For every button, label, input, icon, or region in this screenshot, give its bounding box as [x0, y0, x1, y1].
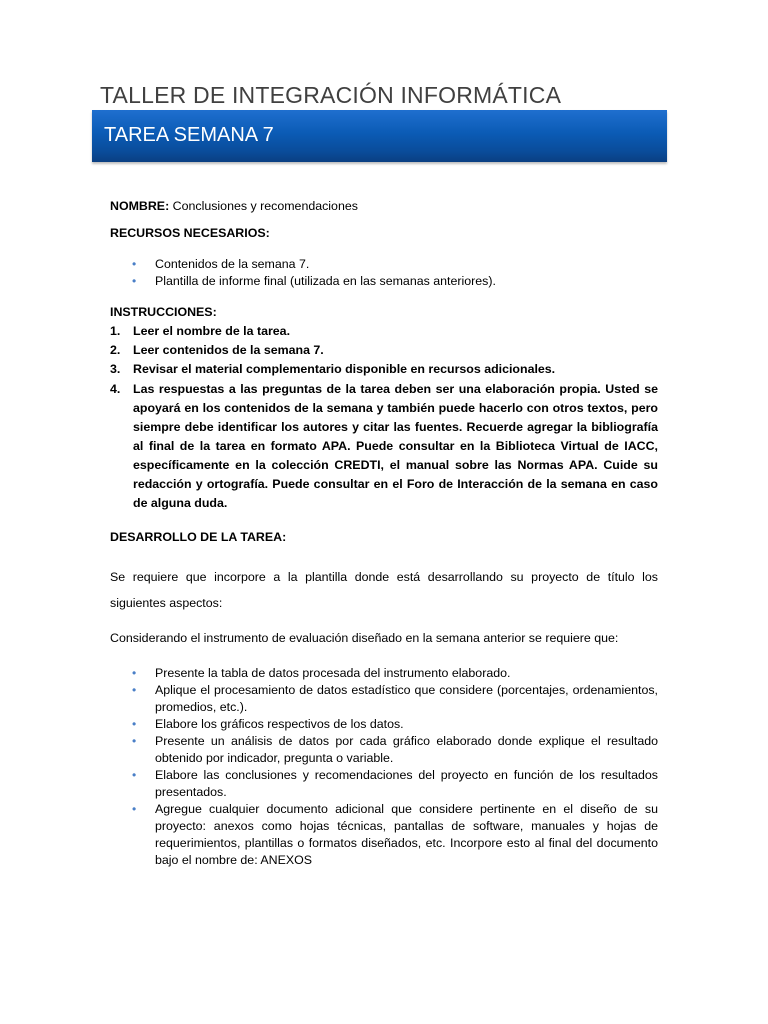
- list-item-text: Presente un análisis de datos por cada gráfico elaborado donde explique el resultado obtenido por indicador, pregunta o variable.: [155, 734, 658, 765]
- list-item: [110, 361, 658, 378]
- desarrollo-intro: Se requiere que incorpore a la plantilla donde está desarrollando su proyecto de título los siguientes aspectos:: [110, 570, 658, 610]
- bullet-icon: •: [132, 717, 137, 731]
- list-item-text: Agregue cualquier documento adicional que considere pertinente en el diseño de su proyecto: anexos como hojas técnicas, pantallas de software, manuales y hojas de requerimientos, plantillas o formatos diseñados, etc. Incorpore esto al final del documento bajo el nombre de: ANEXOS: [155, 802, 658, 867]
- list-item-text: Revisar el material complementario disponible en recursos adicionales.: [133, 362, 556, 376]
- nombre-value: Conclusiones y recomendaciones: [172, 199, 358, 213]
- item-number: 2.: [110, 343, 121, 357]
- item-number: 3.: [110, 362, 121, 376]
- item-number: 1.: [110, 324, 121, 338]
- list-item: [110, 342, 658, 359]
- recursos-list: [110, 256, 658, 290]
- bullet-icon: •: [132, 802, 137, 816]
- list-item: [132, 716, 658, 733]
- list-item: [132, 733, 658, 767]
- list-item-text: Leer el nombre de la tarea.: [133, 324, 291, 338]
- list-item: [132, 665, 658, 682]
- bullet-icon: •: [132, 734, 137, 748]
- list-item-text: Aplique el procesamiento de datos estadístico que considere (porcentajes, ordenamientos, promedios, etc.).: [155, 683, 658, 714]
- list-item: [132, 801, 658, 869]
- banner-title: TAREA SEMANA 7: [104, 124, 274, 146]
- course-title: TALLER DE INTEGRACIÓN INFORMÁTICA: [100, 82, 562, 108]
- list-item: [132, 767, 658, 801]
- list-item: [132, 273, 658, 290]
- instrucciones-list: [110, 323, 658, 513]
- desarrollo-list: [110, 665, 658, 869]
- nombre-line: [110, 198, 658, 215]
- list-item-text: Presente la tabla de datos procesada del instrumento elaborado.: [155, 666, 511, 680]
- document-body: [110, 198, 658, 869]
- list-item-text: Elabore las conclusiones y recomendaciones del proyecto en función de los resultados presentados.: [155, 768, 658, 799]
- title-banner: [92, 110, 667, 162]
- list-item-text: Plantilla de informe final (utilizada en las semanas anteriores).: [155, 274, 496, 288]
- desarrollo-context: Considerando el instrumento de evaluación diseñado en la semana anterior se requiere que:: [110, 631, 619, 645]
- bullet-icon: •: [132, 666, 137, 680]
- list-item: [132, 256, 658, 273]
- list-item-text: Leer contenidos de la semana 7.: [133, 343, 324, 357]
- item-number: 4.: [110, 382, 121, 396]
- bullet-icon: •: [132, 768, 137, 782]
- bullet-icon: •: [132, 683, 137, 697]
- bullet-icon: •: [132, 274, 137, 288]
- nombre-label: NOMBRE:: [110, 199, 170, 213]
- recursos-label: RECURSOS NECESARIOS:: [110, 226, 270, 240]
- list-item-text: Contenidos de la semana 7.: [155, 257, 310, 271]
- desarrollo-label: DESARROLLO DE LA TAREA:: [110, 530, 287, 544]
- list-item-text: Las respuestas a las preguntas de la tarea deben ser una elaboración propia. Usted se apoyará en los contenidos de la semana y también puede hacerlo con otros textos, pero siempre debe identificar los autores y citar las fuentes. Recuerde agregar la bibliografía al final de la tarea en formato APA. Puede consultar en la Biblioteca Virtual de IACC, específicamente en la colección CREDTI, el manual sobre las Normas APA. Cuide su redacción y ortografía. Puede consultar en el Foro de Interacción de la semana en caso de alguna duda.: [133, 382, 658, 510]
- list-item: [110, 380, 658, 513]
- list-item: [132, 682, 658, 716]
- list-item: [110, 323, 658, 340]
- bullet-icon: •: [132, 257, 137, 271]
- instrucciones-label: INSTRUCCIONES:: [110, 305, 217, 319]
- list-item-text: Elabore los gráficos respectivos de los datos.: [155, 717, 404, 731]
